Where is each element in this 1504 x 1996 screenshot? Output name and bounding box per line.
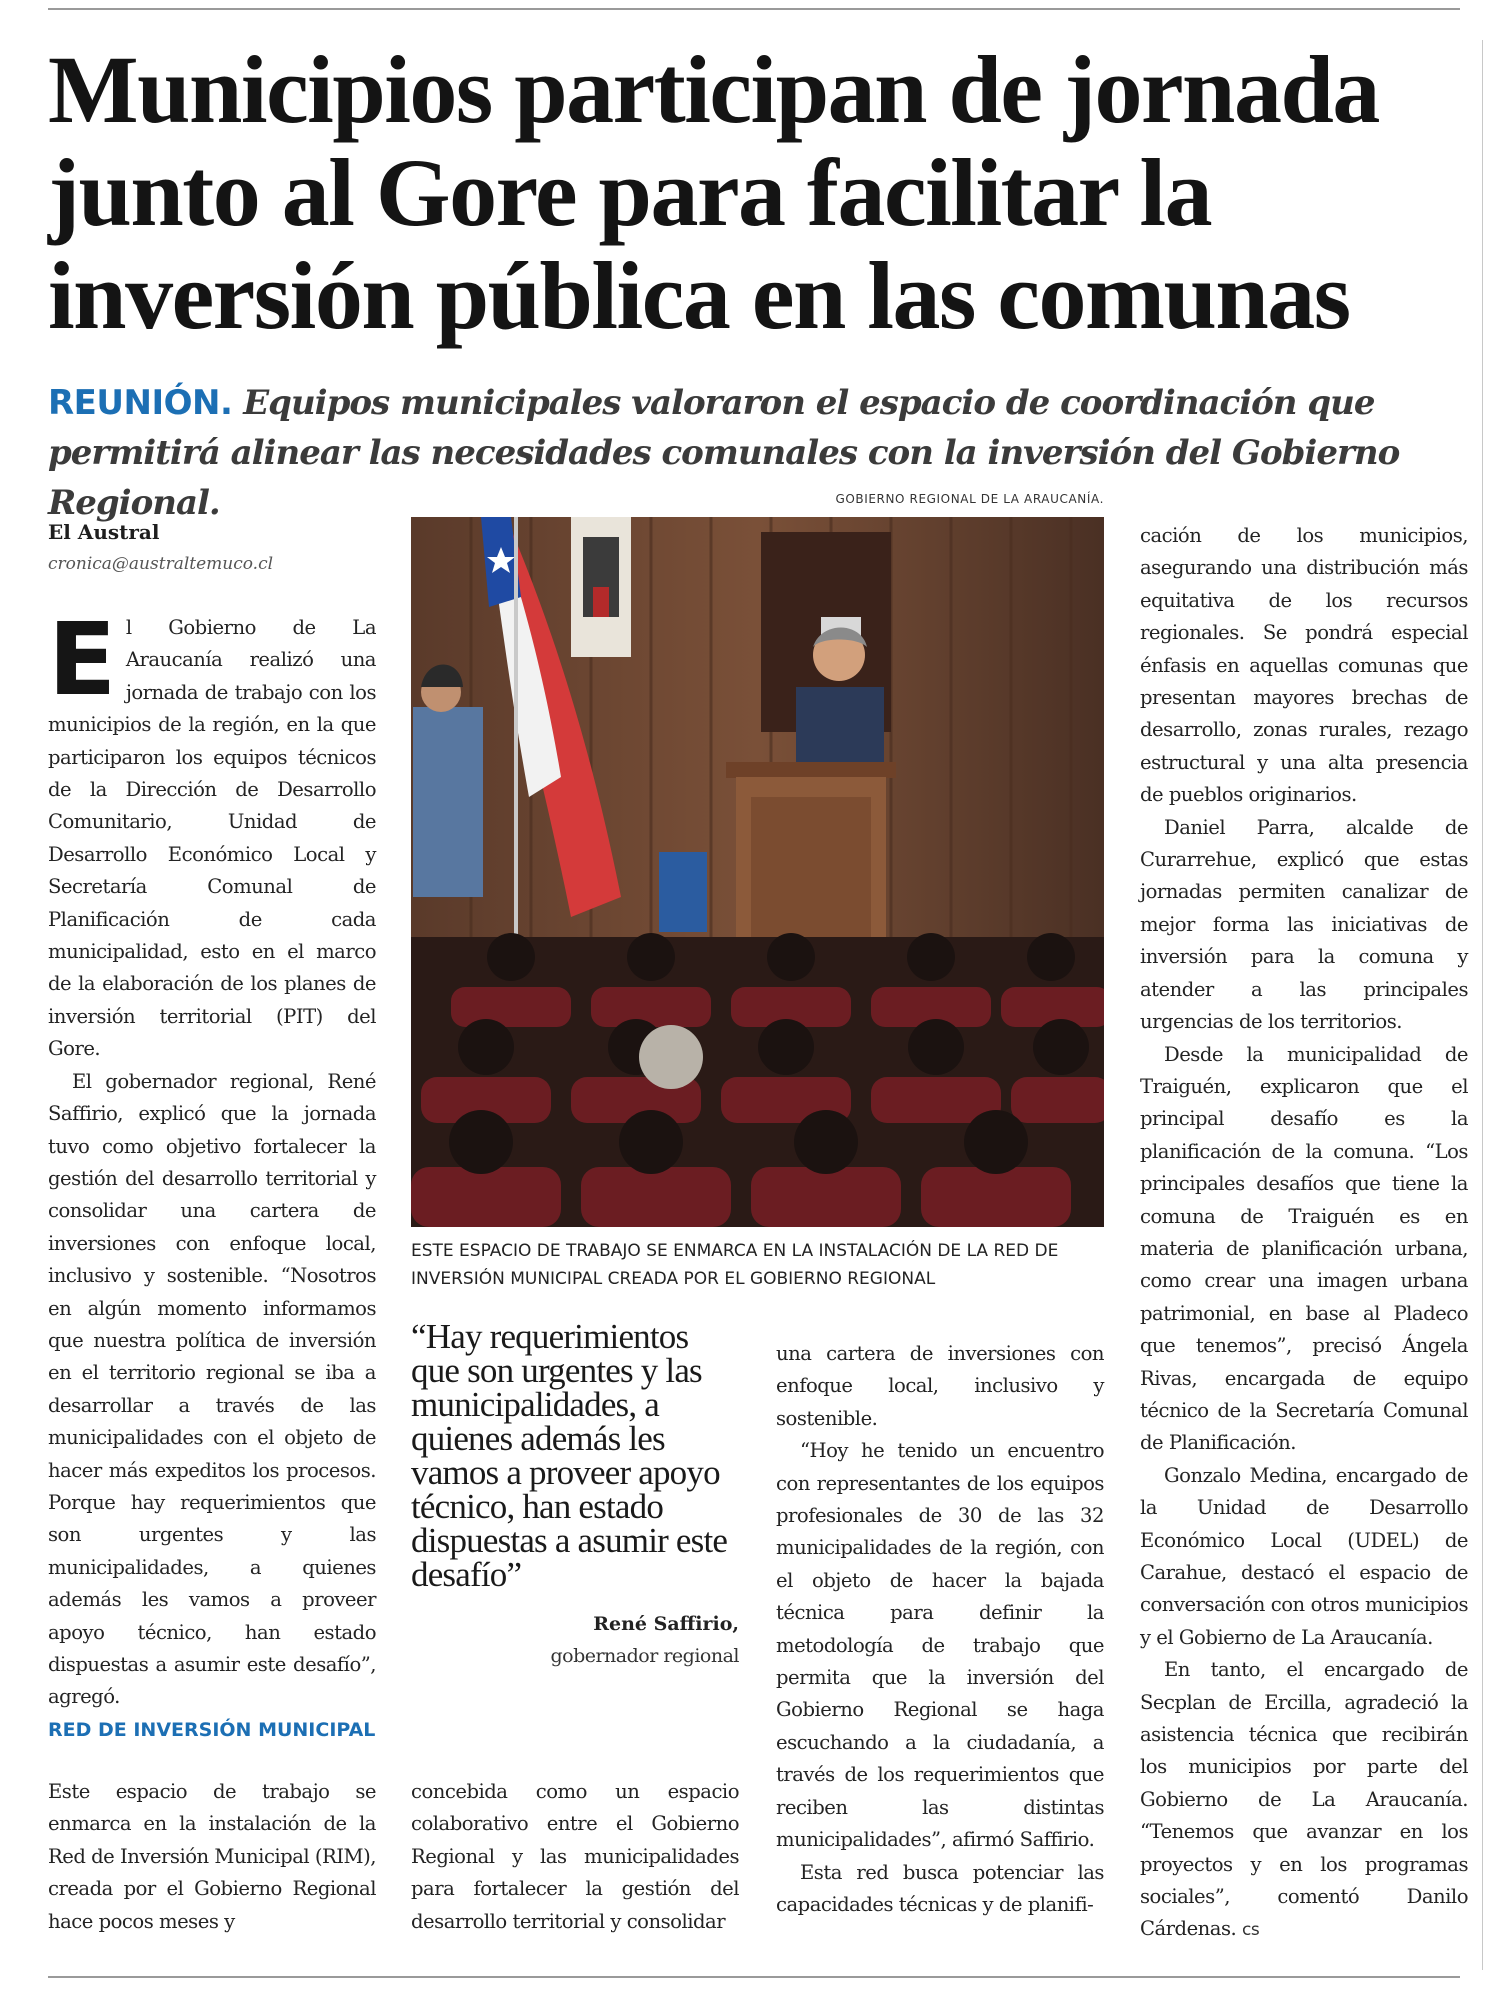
event-photo-illustration	[411, 517, 1104, 1227]
byline-author: El Austral	[48, 520, 160, 544]
article-photo	[411, 517, 1104, 1227]
paragraph-network-part-1: Esta red busca potenciar las capacidades técnicas y de planifi-	[776, 1860, 1104, 1916]
pull-quote-role: gobernador regional	[550, 1645, 739, 1667]
paragraph-traiguen: Desde la municipalidad de Traiguén, explicaron que el principal desafío es la planificación de la comuna. “Los principales desafíos que tiene la comuna de Traiguén es en materia de planificación urbana, como crear una imagen urbana patrimonial, en base al Pladeco que tenemos”, precisó Ángela Rivas, encargada de equipo técnico de la Secretaría Comunal de Planificación.	[1140, 1042, 1468, 1455]
paragraph-ercilla-text: En tanto, el encargado de Secplan de Ercilla, agradeció la asistencia técnica que recibirán los municipios por parte del Gobierno de La Araucanía. “Tenemos que avanzar en los proyectos y en los programas sociales”, comentó Danilo Cárdenas.	[1140, 1658, 1468, 1941]
paragraph-governor: El gobernador regional, René Saffirio, explicó que la jornada tuvo como objetivo fortalecer la gestión del desarrollo territorial y consolidar una cartera de inversiones con enfoque local, inclusivo y sostenible. “Nosotros en algún momento informamos que nuestra política de inversión en el territorio regional se iba a desarrollar a través de las municipalidades con el objeto de hacer más expeditos los procesos. Porque hay requerimientos que son urgentes y las municipalidades, a quienes además les vamos a proveer apoyo técnico, han estado dispuestas a asumir este desafío”, agregó.	[48, 1069, 376, 1709]
body-column-4	[1140, 520, 1468, 1947]
body-column-1-bottom	[48, 1776, 376, 1938]
body-column-2-bottom	[411, 1776, 739, 1938]
end-mark: cs	[1242, 1920, 1260, 1941]
photo-caption: ESTE ESPACIO DE TRABAJO SE ENMARCA EN LA INSTALACIÓN DE LA RED DE INVERSIÓN MUNICIPAL CREADA POR EL GOBIERNO REGIONAL	[411, 1241, 1059, 1289]
section-subhead: RED DE INVERSIÓN MUNICIPAL	[48, 1719, 376, 1741]
paragraph-curarrehue: Daniel Parra, alcalde de Curarrehue, explicó que estas jornadas permiten canalizar de mejor forma las iniciativas de inversión para la comuna y atender a las principales urgencias de los territorios.	[1140, 815, 1468, 1034]
paragraph-red-part-2: concebida como un espacio colaborativo entre el Gobierno Regional y las municipalidades para fortalecer la gestión del desarrollo territorial y consolidar	[411, 1780, 739, 1933]
pull-quote-name: René Saffirio,	[593, 1613, 739, 1635]
lead-paragraph	[48, 601, 376, 1066]
paragraph-red-part-1: Este espacio de trabajo se enmarca en la instalación de la Red de Inversión Municipal (RIM), creada por el Gobierno Regional hace pocos meses y	[48, 1780, 376, 1933]
pull-quote: “Hay requerimientos que son urgentes y las municipalidades, a quienes además les vamos a proveer apoyo técnico, han estado dispuestas a asumir este desafío”	[411, 1317, 728, 1594]
deck-text: Equipos municipales valoraron el espacio de coordinación que permitirá alinear las necesidades comunales con la inversión del Gobierno Regional.	[48, 383, 1400, 523]
body-column-1	[48, 601, 376, 1714]
byline-email: cronica@australtemuco.cl	[48, 554, 274, 574]
bottom-rule	[48, 1976, 1460, 1978]
photo-credit: GOBIERNO REGIONAL DE LA ARAUCANÍA.	[835, 492, 1104, 506]
headline: Municipios participan de jornada junto al Gore para facilitar la inversión pública en las comunas	[48, 36, 1379, 349]
body-column-3	[776, 1338, 1104, 1921]
paragraph-red-part-3: una cartera de inversiones con enfoque local, inclusivo y sostenible.	[776, 1342, 1104, 1430]
paragraph-quote-meeting: “Hoy he tenido un encuentro con representantes de los equipos profesionales de 30 de las 32 municipalidades de la región, con el objeto de hacer la bajada técnica para definir la metodología de trabajo que permita que la inversión del Gobierno Regional se haga escuchando a la ciudadanía, a través de los requerimientos que reciben las distintas municipalidades”, afirmó Saffirio.	[776, 1439, 1104, 1852]
column-divider	[1482, 40, 1483, 1970]
paragraph-ercilla	[1140, 1654, 1468, 1947]
paragraph-carahue: Gonzalo Medina, encargado de la Unidad de Desarrollo Económico Local (UDEL) de Carahue, destacó el espacio de conversación con otros municipios y el Gobierno de La Araucanía.	[1140, 1463, 1468, 1649]
paragraph-network-part-2: cación de los municipios, asegurando una distribución más equitativa de los recursos regionales. Se pondrá especial énfasis en aquellas comunas que presentan mayores brechas de desarrollo, zonas rurales, rezago estructural y una alta presencia de pueblos originarios.	[1140, 524, 1468, 807]
lead-paragraph-text: l Gobierno de La Araucanía realizó una jornada de trabajo con los municipios de la región, en la que participaron los equipos técnicos de la Dirección de Desarrollo Comunitario, Unidad de Desarrollo Económico Local y Secretaría Comunal de Planificación de cada municipalidad, esto en el marco de la elaboración de los planes de inversión territorial (PIT) del Gore.	[48, 616, 376, 1061]
top-rule	[48, 8, 1460, 10]
drop-cap: E	[48, 601, 116, 718]
deck-tag: REUNIÓN.	[48, 383, 233, 423]
